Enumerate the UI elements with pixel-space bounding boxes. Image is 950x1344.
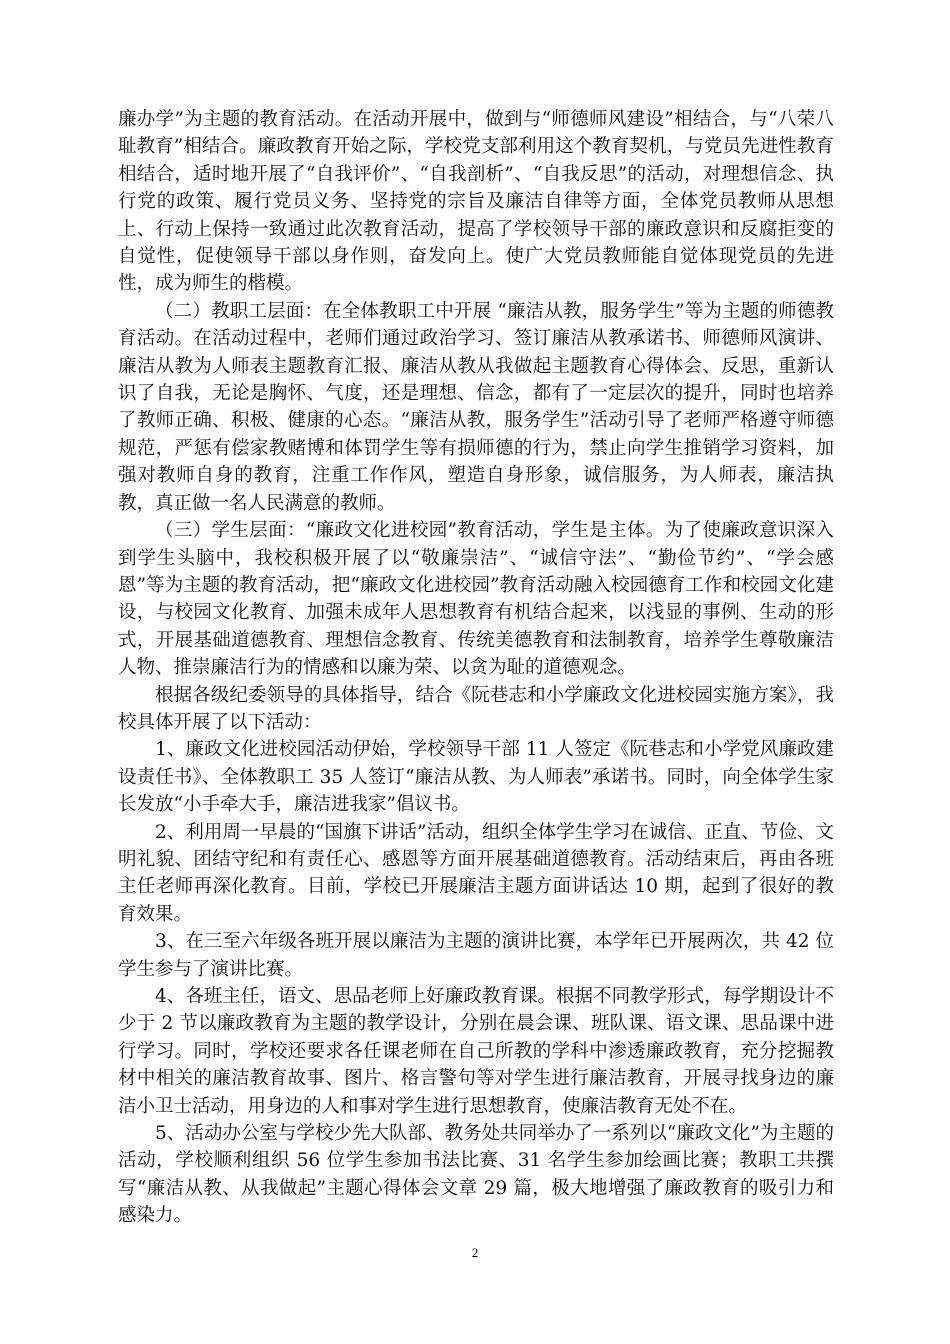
paragraph-staff-level: （二）教职工层面：在全体教职工中开展 “廉洁从教，服务学生”等为主题的师德教育活动。在活动过程中，老师们通过政治学习、签订廉洁从教承诺书、师德师风演讲、廉洁从教为人师表主题教育汇报、廉洁从教从我做起主题教育心得体会、反思，重新认识了自我，无论是胸怀、气度，还是理想、信念，都有了一定层次的提升，同时也培养了教师正确、积极、健康的心态。“廉洁从教，服务学生”活动引导了老师严格遵守师德规范，严惩有偿家教赌博和体罚学生等有损师德的行为，禁止向学生推销学习资料，加强对教师自身的教育，注重工作作风，塑造自身形象，诚信服务，为人师表，廉洁执教，真正做一名人民满意的教师。 [118,300,834,514]
paragraph-item-1: 1、廉政文化进校园活动伊始，学校领导干部 11 人签定《阮巷志和小学党风廉政建设责任书》、全体教职工 35 人签订“廉洁从教、为人师表”承诺书。同时，向全体学生家长发放“小手牵大手，廉洁进我家”倡议书。 [118,739,834,816]
paragraph-guidance: 根据各级纪委领导的具体指导，结合《阮巷志和小学廉政文化进校园实施方案》，我校具体开展了以下活动： [118,684,834,733]
paragraph-student-level: （三）学生层面：“廉政文化进校园”教育活动，学生是主体。为了使廉政意识深入到学生头脑中，我校积极开展了以“敬廉崇洁”、“诚信守法”、“勤俭节约”、“学会感恩”等为主题的教育活动，把“廉政文化进校园”教育活动融入校园德育工作和校园文化建设，与校园文化教育、加强未成年人思想教育有机结合起来，以浅显的事例、生动的形式，开展基础道德教育、理想信念教育、传统美德教育和法制教育，培养学生尊敬廉洁人物、推崇廉洁行为的情感和以廉为荣、以贪为耻的道德观念。 [118,520,834,679]
page-number: 2 [471,1245,479,1260]
paragraph-item-4: 4、各班主任，语文、思品老师上好廉政教育课。根据不同教学形式，每学期设计不少于 2 节以廉政教育为主题的教学设计，分别在晨会课、班队课、语文课、思品课中进行学习。同时，学校还要求各任课老师在自己所教的学科中渗透廉政教育，充分挖掘教材中相关的廉洁教育故事、图片、格言警句等对学生进行廉洁教育，开展寻找身边的廉洁小卫士活动，用身边的人和事对学生进行思想教育，使廉洁教育无处不在。 [118,986,834,1117]
paragraph-continuation: 廉办学”为主题的教育活动。在活动开展中，做到与“师德师风建设”相结合，与“八荣八耻教育”相结合。廉政教育开始之际，学校党支部利用这个教育契机，与党员先进性教育相结合，适时地开展了“自我评价”、“自我剖析”、“自我反思”的活动，对理想信念、执行党的政策、履行党员义务、坚持党的宗旨及廉洁自律等方面，全体党员教师从思想上、行动上保持一致通过此次教育活动，提高了学校领导干部的廉政意识和反腐拒变的自觉性，促使领导干部以身作则，奋发向上。使广大党员教师能自觉体现党员的先进性，成为师生的楷模。 [118,109,834,295]
paragraph-item-5: 5、活动办公室与学校少先大队部、教务处共同举办了一系列以“廉政文化”为主题的活动，学校顺利组织 56 位学生参加书法比赛、31 名学生参加绘画比赛；教职工共撰写“廉洁从教、从我做起”主题心得体会文章 29 篇，极大地增强了廉政教育的吸引力和感染力。 [118,1123,834,1227]
paragraph-item-2: 2、利用周一早晨的“国旗下讲话”活动，组织全体学生学习在诚信、正直、节俭、文明礼貌、团结守纪和有责任心、感恩等方面开展基础道德教育。活动结束后，再由各班主任老师再深化教育。目前，学校已开展廉洁主题方面讲话达 10 期，起到了很好的教育效果。 [118,821,834,925]
paragraph-item-3: 3、在三至六年级各班开展以廉洁为主题的演讲比赛，本学年已开展两次，共 42 位学生参与了演讲比赛。 [118,931,834,980]
document-body [118,106,834,1230]
